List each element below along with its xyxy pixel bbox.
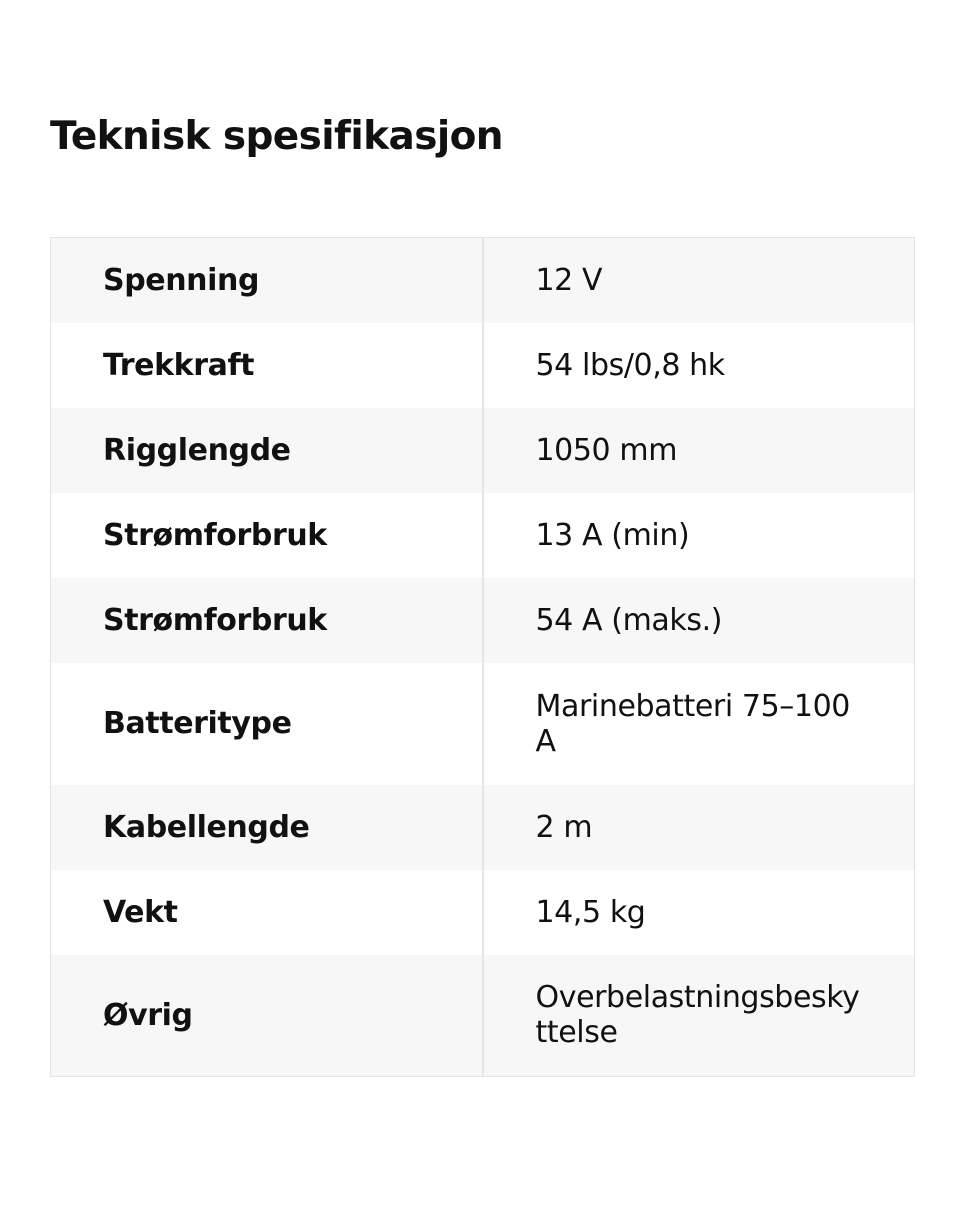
table-row bbox=[51, 408, 915, 493]
table-row bbox=[51, 238, 915, 323]
spec-label: Trekkraft bbox=[51, 323, 483, 408]
spec-value: 2 m bbox=[535, 809, 593, 845]
table-row bbox=[51, 870, 915, 955]
spec-value: 54 A (maks.) bbox=[535, 602, 723, 638]
spec-value: Overbelastningsbeskyttelse bbox=[535, 980, 860, 1051]
spec-value: Marinebatteri 75–100 A bbox=[535, 688, 850, 759]
table-row bbox=[51, 493, 915, 578]
spec-label: Strømforbruk bbox=[51, 578, 483, 663]
spec-table bbox=[50, 237, 915, 1077]
table-row bbox=[51, 578, 915, 663]
table-row bbox=[51, 663, 915, 785]
spec-label: Rigglengde bbox=[51, 408, 483, 493]
spec-label: Kabellengde bbox=[51, 785, 483, 870]
spec-value: 14,5 kg bbox=[535, 894, 646, 930]
spec-value: 12 V bbox=[535, 262, 603, 298]
spec-label: Øvrig bbox=[51, 955, 483, 1077]
table-row bbox=[51, 323, 915, 408]
spec-value: 1050 mm bbox=[535, 432, 678, 468]
spec-label: Batteritype bbox=[51, 663, 483, 785]
spec-value: 54 lbs/0,8 hk bbox=[535, 347, 725, 383]
page-title: Teknisk spesifikasjon bbox=[50, 114, 503, 159]
spec-label: Spenning bbox=[51, 238, 483, 323]
table-row bbox=[51, 955, 915, 1077]
spec-label: Strømforbruk bbox=[51, 493, 483, 578]
spec-value: 13 A (min) bbox=[535, 517, 690, 553]
spec-label: Vekt bbox=[51, 870, 483, 955]
table-row bbox=[51, 785, 915, 870]
